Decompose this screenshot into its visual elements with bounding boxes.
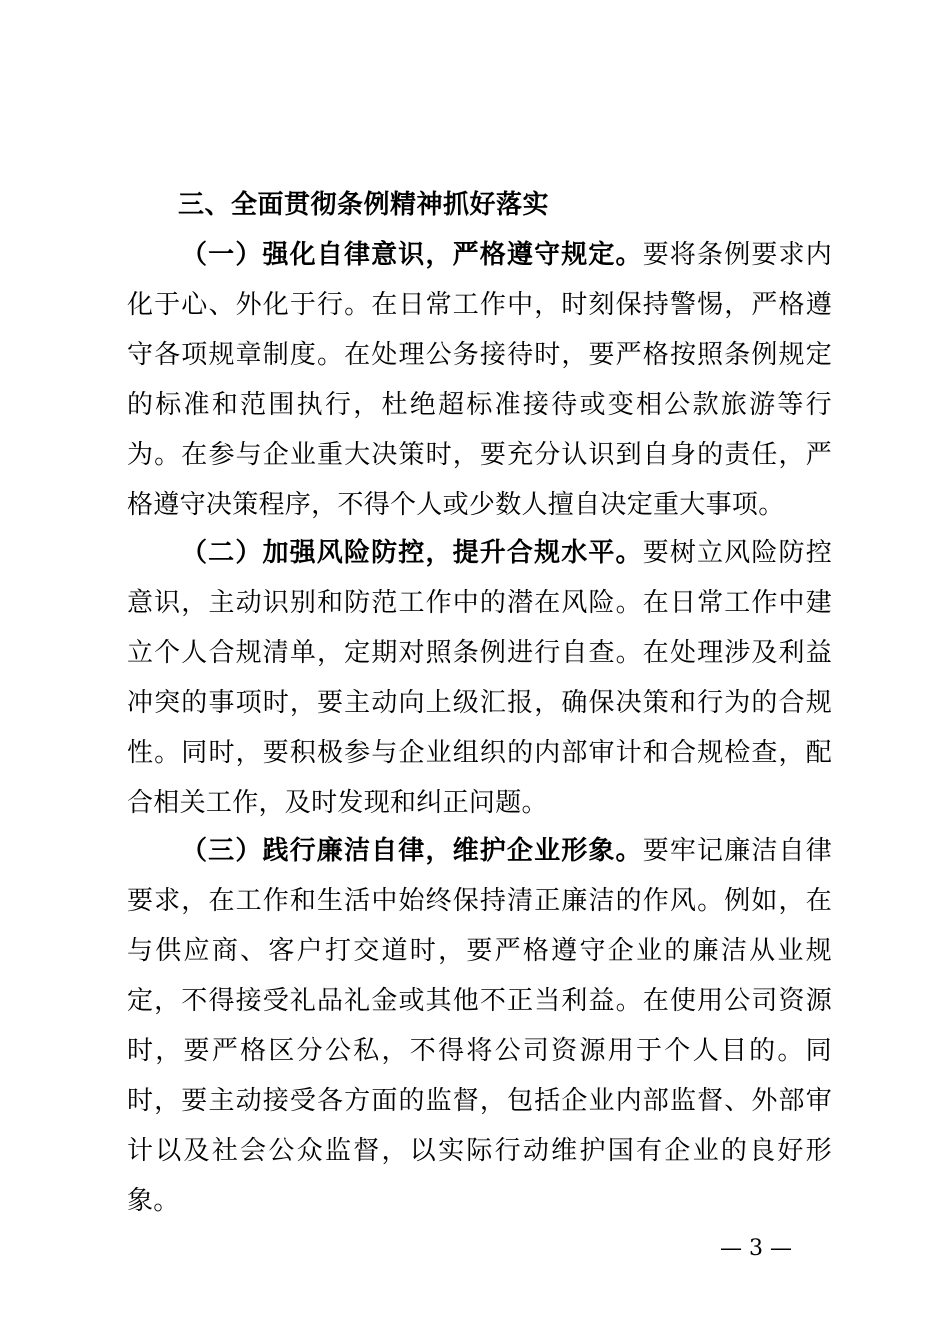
section-heading: 三、全面贯彻条例精神抓好落实 (178, 190, 550, 220)
paragraph-2 (127, 528, 832, 828)
paragraph-2-lead: （二）加强风险防控，提升合规水平。 (181, 538, 643, 568)
paragraph-1 (127, 230, 832, 530)
paragraph-3-body: 要牢记廉洁自律要求，在工作和生活中始终保持清正廉洁的作风。例如，在与供应商、客户打交道时，要严格遵守企业的廉洁从业规定，不得接受礼品礼金或其他不正当利益。在使用公司资源时，要严格区分公私，不得将公司资源用于个人目的。同时，要主动接受各方面的监督，包括企业内部监督、外部审计以及社会公众监督，以实际行动维护国有企业的良好形象。 (127, 836, 832, 1216)
paragraph-1-lead: （一）强化自律意识，严格遵守规定。 (181, 240, 643, 270)
paragraph-2-body: 要树立风险防控意识，主动识别和防范工作中的潜在风险。在日常工作中建立个人合规清单，定期对照条例进行自查。在处理涉及利益冲突的事项时，要主动向上级汇报，确保决策和行为的合规性。同时，要积极参与企业组织的内部审计和合规检查，配合相关工作，及时发现和纠正问题。 (127, 538, 832, 818)
paragraph-1-body: 要将条例要求内化于心、外化于行。在日常工作中，时刻保持警惕，严格遵守各项规章制度。在处理公务接待时，要严格按照条例规定的标准和范围执行，杜绝超标准接待或变相公款旅游等行为。在参与企业重大决策时，要充分认识到自身的责任，严格遵守决策程序，不得个人或少数人擅自决定重大事项。 (127, 240, 832, 520)
page-number: — 3 — (720, 1236, 792, 1261)
paragraph-3 (127, 826, 832, 1226)
paragraph-3-lead: （三）践行廉洁自律，维护企业形象。 (181, 836, 643, 866)
